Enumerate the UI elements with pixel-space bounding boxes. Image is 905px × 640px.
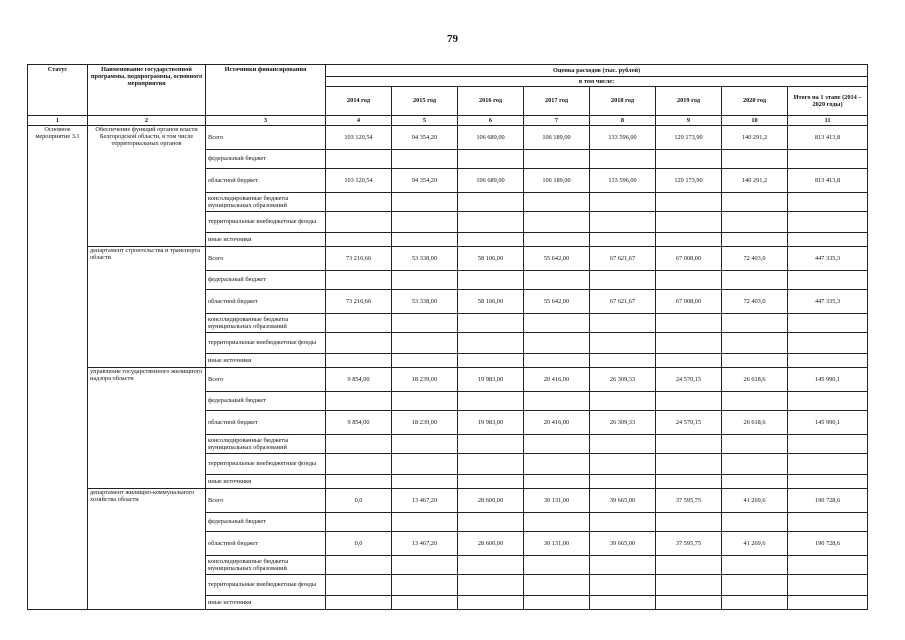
value-cell: 26 618,6 — [722, 411, 788, 435]
column-number: 3 — [206, 116, 326, 126]
column-number: 6 — [458, 116, 524, 126]
column-number: 8 — [590, 116, 656, 126]
value-cell: 106 189,00 — [524, 126, 590, 150]
value-cell: 67 621,67 — [590, 247, 656, 271]
value-cell — [590, 596, 656, 610]
value-cell — [788, 193, 868, 212]
value-cell: 133 596,00 — [590, 126, 656, 150]
value-cell: 55 642,00 — [524, 290, 590, 314]
value-cell — [392, 556, 458, 575]
value-cell: 106 689,00 — [458, 126, 524, 150]
value-cell — [722, 271, 788, 290]
value-cell: 0,0 — [326, 532, 392, 556]
funding-source-cell: Всего — [206, 247, 326, 271]
value-cell — [590, 150, 656, 169]
value-cell — [722, 150, 788, 169]
value-cell — [326, 475, 392, 489]
funding-source-cell: федеральный бюджет — [206, 392, 326, 411]
value-cell — [590, 454, 656, 475]
value-cell — [458, 475, 524, 489]
funding-source-cell: консолидированные бюджеты муниципальных образований — [206, 556, 326, 575]
header-year: 2020 год — [722, 87, 788, 116]
value-cell: 0,0 — [326, 489, 392, 513]
value-cell — [722, 333, 788, 354]
funding-source-cell: консолидированные бюджеты муниципальных образований — [206, 314, 326, 333]
value-cell — [458, 193, 524, 212]
column-number: 5 — [392, 116, 458, 126]
funding-source-cell: Всего — [206, 126, 326, 150]
table-row — [28, 368, 868, 392]
value-cell: 28 600,00 — [458, 532, 524, 556]
value-cell — [788, 314, 868, 333]
value-cell — [458, 314, 524, 333]
value-cell — [392, 392, 458, 411]
value-cell — [458, 435, 524, 454]
value-cell — [788, 575, 868, 596]
value-cell — [326, 333, 392, 354]
value-cell — [722, 454, 788, 475]
value-cell: 140 291,2 — [722, 126, 788, 150]
value-cell — [524, 354, 590, 368]
funding-source-cell: территориальные внебюджетные фонды — [206, 212, 326, 233]
value-cell — [722, 475, 788, 489]
value-cell — [722, 513, 788, 532]
value-cell: 26 618,6 — [722, 368, 788, 392]
value-cell — [326, 271, 392, 290]
value-cell: 106 189,00 — [524, 169, 590, 193]
value-cell — [590, 271, 656, 290]
value-cell — [524, 475, 590, 489]
column-number: 7 — [524, 116, 590, 126]
value-cell — [392, 212, 458, 233]
value-cell — [458, 150, 524, 169]
value-cell — [656, 556, 722, 575]
value-cell — [326, 193, 392, 212]
value-cell — [458, 333, 524, 354]
value-cell — [392, 150, 458, 169]
value-cell — [458, 233, 524, 247]
value-cell — [656, 435, 722, 454]
program-name-cell: Обеспечение функций органов власти Белгородской области, в том числе территориальных органов — [88, 126, 206, 247]
value-cell — [524, 212, 590, 233]
value-cell: 30 131,00 — [524, 532, 590, 556]
value-cell — [524, 193, 590, 212]
value-cell — [788, 354, 868, 368]
value-cell — [326, 556, 392, 575]
value-cell — [722, 596, 788, 610]
header-status: Статус — [28, 65, 88, 116]
table-row — [28, 247, 868, 271]
value-cell — [524, 150, 590, 169]
value-cell — [656, 354, 722, 368]
value-cell — [326, 596, 392, 610]
value-cell: 19 983,00 — [458, 411, 524, 435]
value-cell — [590, 233, 656, 247]
value-cell — [392, 454, 458, 475]
value-cell — [590, 435, 656, 454]
value-cell — [392, 435, 458, 454]
value-cell — [656, 333, 722, 354]
table-row — [28, 126, 868, 150]
value-cell — [656, 513, 722, 532]
value-cell: 813 413,8 — [788, 169, 868, 193]
value-cell: 94 354,20 — [392, 126, 458, 150]
value-cell: 145 990,1 — [788, 411, 868, 435]
value-cell: 53 338,00 — [392, 290, 458, 314]
value-cell — [524, 513, 590, 532]
value-cell: 30 131,00 — [524, 489, 590, 513]
value-cell: 26 309,33 — [590, 368, 656, 392]
value-cell — [326, 435, 392, 454]
page-number: 79 — [447, 33, 458, 45]
value-cell — [326, 575, 392, 596]
value-cell — [656, 193, 722, 212]
value-cell — [656, 212, 722, 233]
value-cell — [392, 233, 458, 247]
value-cell — [458, 596, 524, 610]
table-row — [28, 489, 868, 513]
value-cell — [524, 392, 590, 411]
value-cell: 9 854,00 — [326, 368, 392, 392]
value-cell: 106 689,00 — [458, 169, 524, 193]
header-sources: Источники финансирования — [206, 65, 326, 116]
value-cell: 72 403,0 — [722, 247, 788, 271]
budget-table-body — [28, 126, 868, 610]
value-cell: 447 335,3 — [788, 290, 868, 314]
value-cell: 67 008,00 — [656, 247, 722, 271]
value-cell: 18 239,00 — [392, 368, 458, 392]
value-cell — [722, 314, 788, 333]
program-name-cell: департамент строительства и транспорта области — [88, 247, 206, 368]
value-cell — [326, 314, 392, 333]
value-cell — [326, 392, 392, 411]
value-cell — [722, 193, 788, 212]
header-total: Итого на 1 этапе (2014 – 2020 годы) — [788, 87, 868, 116]
value-cell: 13 467,20 — [392, 532, 458, 556]
value-cell — [722, 392, 788, 411]
value-cell — [656, 150, 722, 169]
value-cell: 103 120,54 — [326, 126, 392, 150]
value-cell: 129 173,90 — [656, 169, 722, 193]
value-cell — [590, 475, 656, 489]
value-cell — [326, 454, 392, 475]
value-cell — [392, 575, 458, 596]
value-cell — [722, 435, 788, 454]
value-cell — [458, 556, 524, 575]
value-cell — [524, 271, 590, 290]
value-cell — [788, 556, 868, 575]
column-number: 9 — [656, 116, 722, 126]
value-cell — [590, 392, 656, 411]
funding-source-cell: иные источники — [206, 354, 326, 368]
value-cell — [590, 314, 656, 333]
status-cell: Основное мероприятие 3.1 — [28, 126, 88, 610]
value-cell — [392, 475, 458, 489]
funding-source-cell: Всего — [206, 368, 326, 392]
funding-source-cell: консолидированные бюджеты муниципальных образований — [206, 435, 326, 454]
value-cell: 190 728,6 — [788, 532, 868, 556]
value-cell: 39 665,00 — [590, 489, 656, 513]
value-cell — [722, 354, 788, 368]
value-cell: 72 403,0 — [722, 290, 788, 314]
value-cell — [590, 193, 656, 212]
value-cell: 67 621,67 — [590, 290, 656, 314]
value-cell — [326, 212, 392, 233]
value-cell — [392, 271, 458, 290]
header-including: в том числе: — [326, 77, 868, 87]
funding-source-cell: иные источники — [206, 596, 326, 610]
value-cell — [392, 314, 458, 333]
value-cell — [458, 354, 524, 368]
value-cell: 53 338,00 — [392, 247, 458, 271]
value-cell: 9 854,00 — [326, 411, 392, 435]
funding-source-cell: Всего — [206, 489, 326, 513]
header-year: 2019 год — [656, 87, 722, 116]
value-cell — [524, 435, 590, 454]
value-cell — [458, 454, 524, 475]
value-cell — [656, 596, 722, 610]
value-cell: 24 570,15 — [656, 411, 722, 435]
budget-table — [27, 64, 868, 610]
funding-source-cell: областной бюджет — [206, 290, 326, 314]
header-year: 2015 год — [392, 87, 458, 116]
value-cell: 129 173,90 — [656, 126, 722, 150]
value-cell — [590, 575, 656, 596]
value-cell: 24 570,15 — [656, 368, 722, 392]
column-number: 4 — [326, 116, 392, 126]
value-cell — [722, 233, 788, 247]
program-name-cell: управление государственного жилищного надзора области — [88, 368, 206, 489]
value-cell — [392, 354, 458, 368]
value-cell: 73 216,66 — [326, 290, 392, 314]
value-cell — [524, 333, 590, 354]
value-cell — [458, 271, 524, 290]
value-cell — [656, 575, 722, 596]
value-cell: 190 728,6 — [788, 489, 868, 513]
value-cell — [458, 212, 524, 233]
value-cell — [722, 212, 788, 233]
funding-source-cell: областной бюджет — [206, 169, 326, 193]
value-cell: 145 990,1 — [788, 368, 868, 392]
column-number-row — [28, 116, 868, 126]
value-cell — [590, 354, 656, 368]
column-number: 1 — [28, 116, 88, 126]
value-cell: 55 642,00 — [524, 247, 590, 271]
value-cell — [590, 556, 656, 575]
value-cell — [722, 575, 788, 596]
column-number: 2 — [88, 116, 206, 126]
value-cell — [788, 150, 868, 169]
funding-source-cell: территориальные внебюджетные фонды — [206, 454, 326, 475]
header-year: 2018 год — [590, 87, 656, 116]
value-cell — [788, 513, 868, 532]
header-name: Наименование государственной программы, подпрограммы, основного мероприятия — [88, 65, 206, 116]
column-number: 10 — [722, 116, 788, 126]
value-cell: 58 106,00 — [458, 290, 524, 314]
value-cell — [326, 233, 392, 247]
value-cell: 37 595,75 — [656, 532, 722, 556]
value-cell — [788, 596, 868, 610]
value-cell: 37 595,75 — [656, 489, 722, 513]
header-year: 2014 год — [326, 87, 392, 116]
value-cell — [788, 271, 868, 290]
value-cell — [326, 513, 392, 532]
value-cell — [392, 333, 458, 354]
value-cell — [788, 212, 868, 233]
funding-source-cell: территориальные внебюджетные фонды — [206, 575, 326, 596]
funding-source-cell: иные источники — [206, 475, 326, 489]
value-cell: 103 120,54 — [326, 169, 392, 193]
value-cell: 94 354,20 — [392, 169, 458, 193]
value-cell: 41 269,6 — [722, 489, 788, 513]
funding-source-cell: федеральный бюджет — [206, 271, 326, 290]
value-cell: 28 600,00 — [458, 489, 524, 513]
value-cell — [524, 454, 590, 475]
value-cell — [458, 392, 524, 411]
funding-source-cell: областной бюджет — [206, 411, 326, 435]
value-cell — [788, 333, 868, 354]
funding-source-cell: областной бюджет — [206, 532, 326, 556]
value-cell — [524, 575, 590, 596]
value-cell: 447 335,3 — [788, 247, 868, 271]
value-cell — [590, 333, 656, 354]
funding-source-cell: консолидированные бюджеты муниципальных образований — [206, 193, 326, 212]
value-cell — [458, 575, 524, 596]
value-cell — [656, 271, 722, 290]
value-cell — [788, 435, 868, 454]
value-cell: 39 665,00 — [590, 532, 656, 556]
value-cell — [788, 475, 868, 489]
header-year: 2017 год — [524, 87, 590, 116]
value-cell: 13 467,20 — [392, 489, 458, 513]
value-cell — [722, 556, 788, 575]
header-year: 2016 год — [458, 87, 524, 116]
value-cell — [326, 150, 392, 169]
value-cell: 19 983,00 — [458, 368, 524, 392]
value-cell — [392, 596, 458, 610]
value-cell: 18 239,00 — [392, 411, 458, 435]
value-cell — [458, 513, 524, 532]
value-cell — [326, 354, 392, 368]
value-cell: 133 596,00 — [590, 169, 656, 193]
value-cell — [656, 454, 722, 475]
value-cell — [392, 513, 458, 532]
value-cell — [788, 233, 868, 247]
value-cell — [788, 454, 868, 475]
value-cell: 67 008,00 — [656, 290, 722, 314]
value-cell: 73 216,66 — [326, 247, 392, 271]
value-cell: 813 413,8 — [788, 126, 868, 150]
funding-source-cell: иные источники — [206, 233, 326, 247]
value-cell — [524, 233, 590, 247]
program-name-cell: департамент жилищно-коммунального хозяйства области — [88, 489, 206, 610]
funding-source-cell: территориальные внебюджетные фонды — [206, 333, 326, 354]
value-cell: 20 416,00 — [524, 411, 590, 435]
value-cell — [524, 314, 590, 333]
header-estimate: Оценка расходов (тыс. рублей) — [326, 65, 868, 77]
value-cell — [392, 193, 458, 212]
value-cell — [590, 212, 656, 233]
value-cell: 20 416,00 — [524, 368, 590, 392]
value-cell — [788, 392, 868, 411]
value-cell: 58 106,00 — [458, 247, 524, 271]
value-cell — [524, 556, 590, 575]
value-cell — [656, 392, 722, 411]
value-cell — [524, 596, 590, 610]
value-cell: 26 309,33 — [590, 411, 656, 435]
value-cell — [656, 314, 722, 333]
funding-source-cell: федеральный бюджет — [206, 150, 326, 169]
value-cell — [590, 513, 656, 532]
value-cell — [656, 475, 722, 489]
value-cell — [656, 233, 722, 247]
column-number: 11 — [788, 116, 868, 126]
value-cell: 41 269,6 — [722, 532, 788, 556]
funding-source-cell: федеральный бюджет — [206, 513, 326, 532]
value-cell: 140 291,2 — [722, 169, 788, 193]
